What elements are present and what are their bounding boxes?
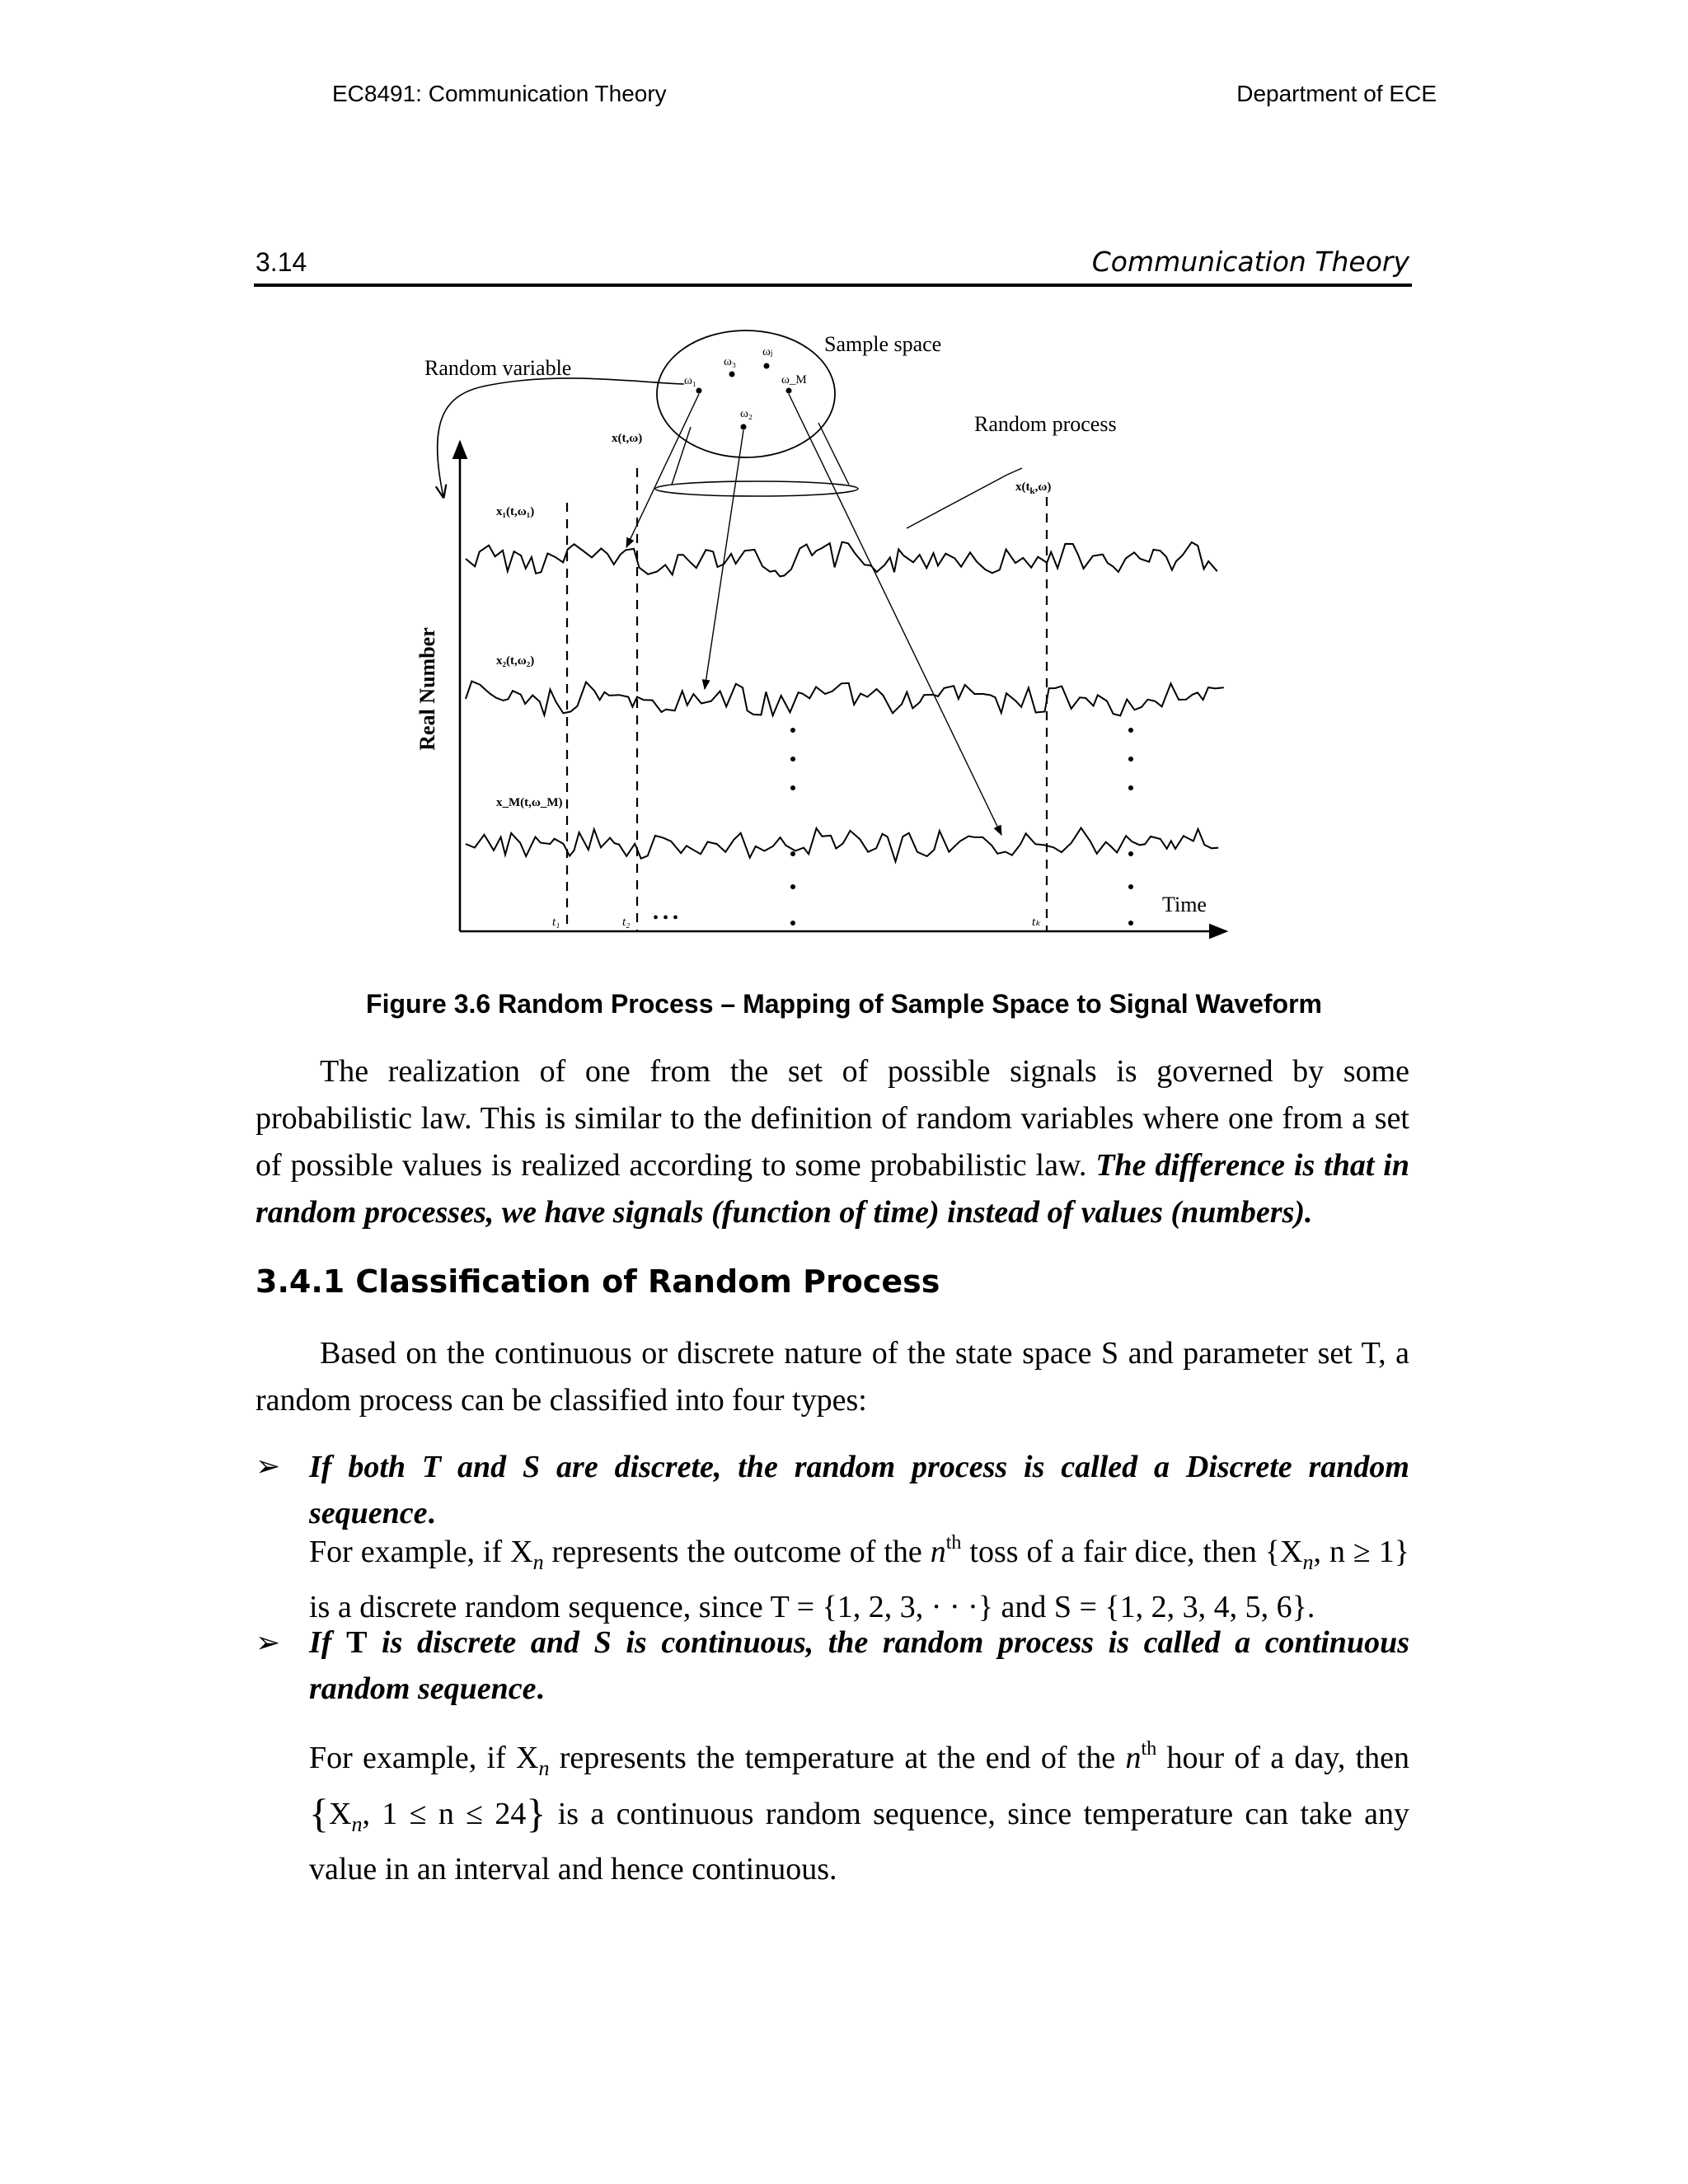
random-variable-curve-arrow — [438, 378, 684, 497]
random-process-pointer — [907, 475, 1007, 528]
waveform-m — [466, 828, 1218, 862]
waveform-2 — [466, 682, 1224, 716]
omega-m-point — [786, 388, 792, 394]
paragraph-classification: Based on the continuous or discrete nature of the state space S and parameter set T, a random process can be classified into four types: — [256, 1336, 1409, 1418]
bullet-heading-discrete-sequence: If both T and S are discrete, the random process is called a Discrete random sequence. — [309, 1450, 1409, 1530]
mapping-line-left — [672, 427, 691, 485]
omega-m-label: ω_M — [781, 373, 807, 387]
waveform-1 — [466, 542, 1217, 577]
sample-space-label: Sample space — [824, 332, 942, 356]
t2-label: t₂ — [622, 916, 631, 929]
bullet-marker-2: ➢ — [256, 1626, 281, 1659]
omega-3-point — [729, 372, 735, 377]
example-continuous-sequence: For example, if $X_n$ represents the temperature at the end of the $n^{th}$ hour of a day, then {$X_n$, 1 ≤ n ≤ 24} is a continuous random sequence, since temperature can take any value in an interval and hence continuous. — [309, 1738, 1410, 1886]
mapping-line-right — [818, 423, 849, 485]
omega-1-point — [696, 388, 702, 394]
omega-j-label: ωⱼ — [762, 345, 773, 359]
bullet-marker-1: ➢ — [256, 1450, 281, 1483]
header-department: Department of ECE — [1236, 81, 1437, 106]
paragraph-realization: The realization of one from the set of possible signals is governed by some probabilistic law. This is similar to the definition of random variables where one from a set of possible values is realized according to some probabilistic law. The difference is that in random processes, we have signals (function of time) instead of values (numbers). — [256, 1054, 1409, 1230]
page-number: 3.14 — [256, 247, 307, 277]
running-head: Communication Theory — [1091, 246, 1409, 278]
paragraph-emphasis: The difference is that in random processes, we have signals (function of time) instead of values (numbers). — [256, 1148, 1409, 1230]
header-rule — [254, 284, 1412, 287]
random-variable-label: Random variable — [424, 356, 572, 380]
random-process-figure — [387, 320, 1261, 946]
random-process-label: Random process — [974, 412, 1117, 436]
y-axis-label: Real Number — [415, 627, 439, 751]
random-process-pointer-2 — [1007, 468, 1022, 475]
header-course: EC8491: Communication Theory — [332, 81, 667, 106]
figure-caption: Figure 3.6 Random Process – Mapping of Sample Space to Signal Waveform — [366, 989, 1322, 1019]
x-axis-label: Time — [1162, 893, 1207, 916]
x-tk-omega-label: $x(t_k,\omega)$ — [1015, 480, 1052, 496]
sample-space-ellipse — [657, 330, 835, 457]
bullet-heading-continuous-sequence: If T is discrete and S is continuous, the random process is called a continuous random sequence. — [309, 1625, 1410, 1706]
wave-1-label: x₁(t,ω₁) — [496, 505, 535, 518]
omega-3-label: ω₃ — [724, 355, 737, 368]
omega-j-point — [764, 363, 770, 369]
t1-label: t₁ — [552, 916, 560, 929]
example-discrete-sequence: For example, if $X_n$ represents the outcome of the $n^{th}$ toss of a fair dice, then {$X_n$, n ≥ 1} is a discrete random sequence, since T = {1, 2, 3, · · ·} and S = {1, 2, 3, 4, 5, 6}. — [309, 1532, 1409, 1624]
omega-1-label: ω₁ — [684, 374, 697, 387]
ellipsis-dots-middle — [790, 728, 795, 926]
wave-2-label: x₂(t,ω₂) — [496, 654, 535, 668]
time-ellipsis: • • • — [653, 909, 679, 927]
omega-2-point — [741, 424, 747, 430]
x-t-omega-label: x(t,ω) — [612, 432, 643, 445]
section-heading: 3.4.1 Classification of Random Process — [256, 1263, 940, 1300]
process-ellipse — [655, 481, 858, 496]
ellipsis-dots-right — [1128, 728, 1133, 926]
omega-2-label: ω₂ — [740, 407, 753, 420]
tk-label: tₖ — [1032, 916, 1041, 929]
arrow-to-waveform-m — [789, 394, 1001, 835]
wave-m-label: x_M(t,ω_M) — [496, 796, 563, 809]
